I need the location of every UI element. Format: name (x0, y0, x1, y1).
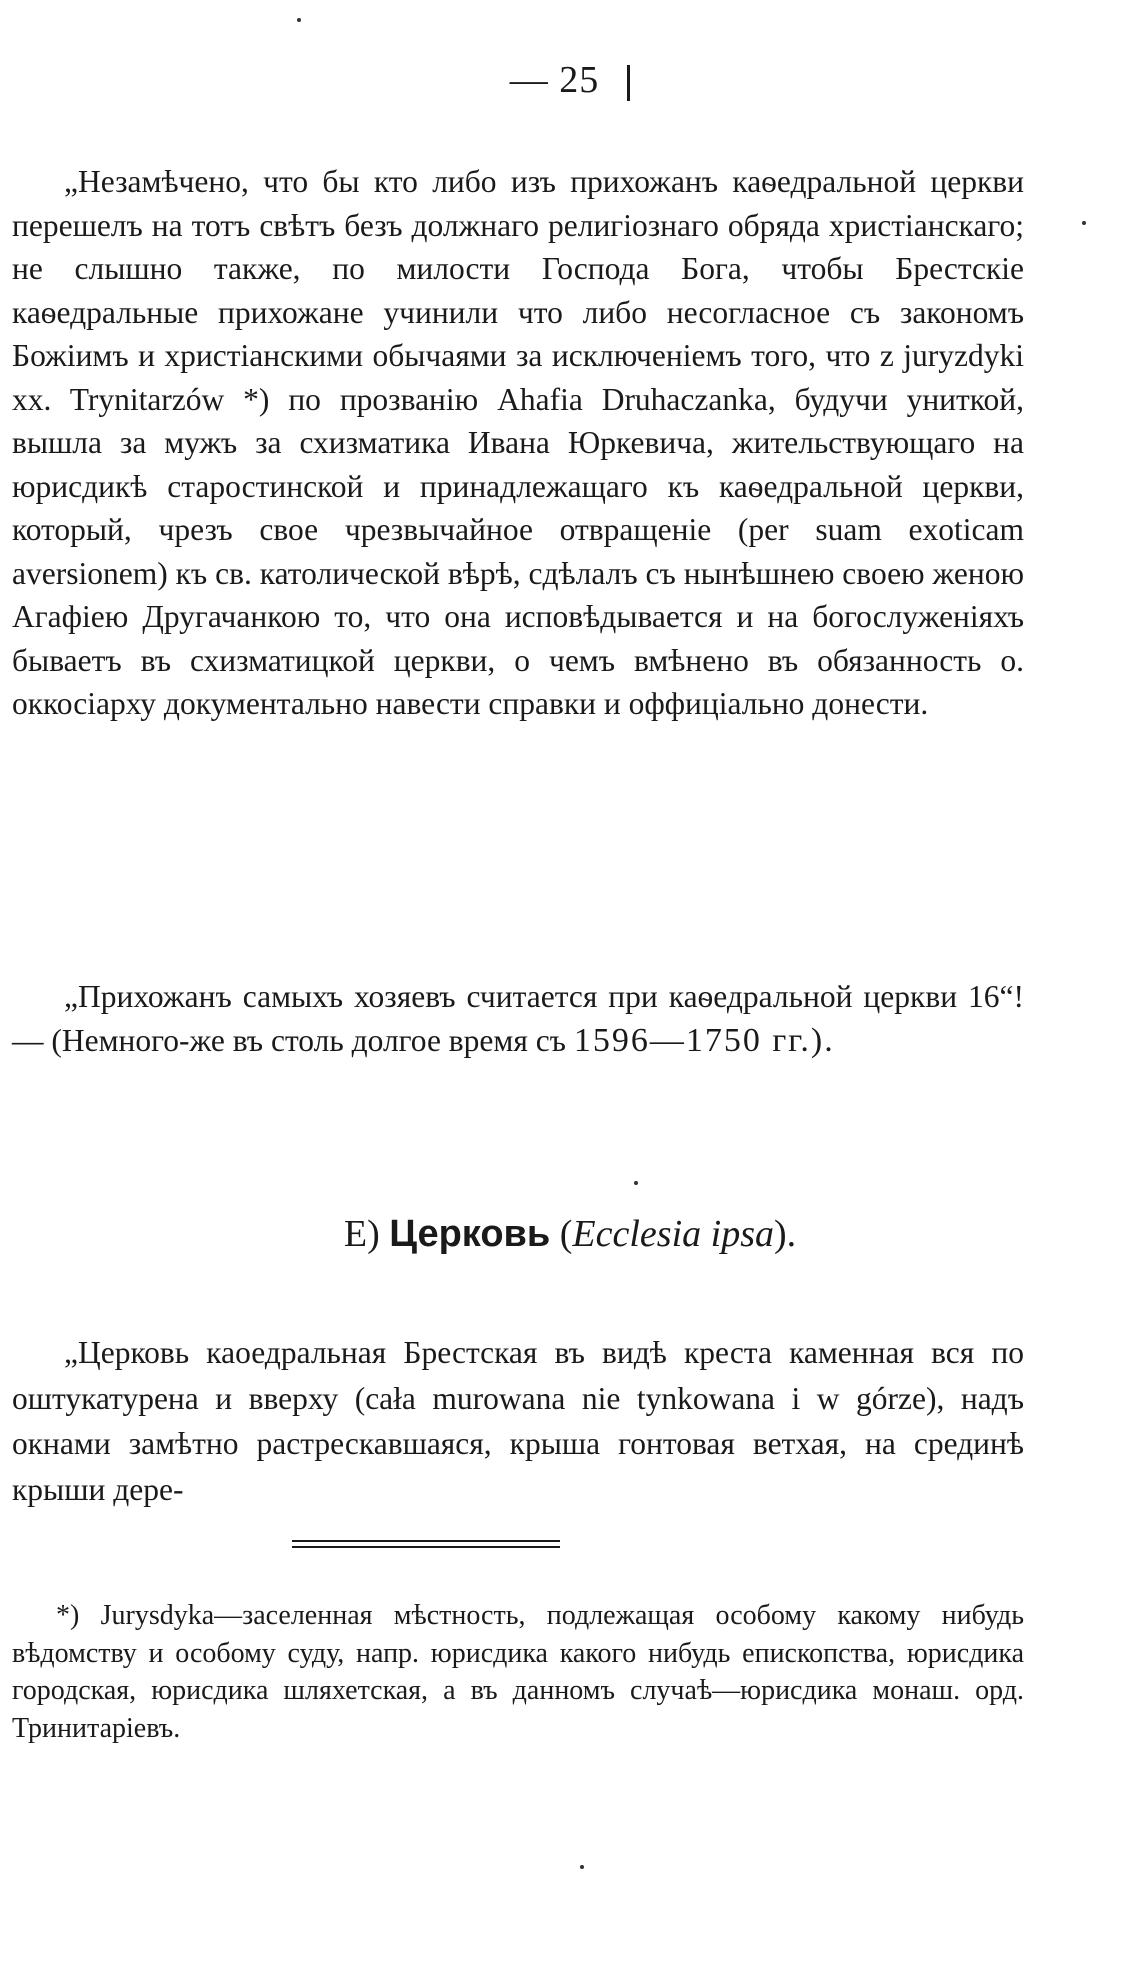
section-paragraph (12, 1330, 1024, 1512)
body-paragraph-2-text (12, 975, 1024, 1062)
page-edge-mark (627, 65, 630, 101)
print-speck (297, 18, 301, 22)
section-heading-paren-close: ). (773, 1213, 797, 1255)
section-heading-paren-open: ( (559, 1213, 573, 1255)
footnote-divider-top (292, 1540, 560, 1542)
page-number (0, 58, 1140, 102)
page-number-text: — 25 (509, 59, 600, 101)
section-heading (0, 1212, 1140, 1256)
body-paragraph-1-text: „Незамѣчено, что бы кто либо изъ прихожанъ каѳедральной церкви перешелъ на тотъ свѣтъ безъ должнаго религіознаго обряда христіанскаго; не слышно также, по милости Господа Бога, чтобы Брестскіе каѳедральные прихожане учинили что либо несогласное съ закономъ Божіимъ и христіанскими обычаями за исключеніемъ того, что z juryzdyki xx. Trynitarzów *) по прозванію Ahafia Druhaczanka, будучи униткой, вышла за мужъ за схизматика Ивана Юркевича, жительствующаго на юрисдикѣ старостинской и принадлежащаго къ каѳедральной церкви, который, чрезъ свое чрезвычайное отвращеніе (per suam exoticam aversionem) къ св. католической вѣрѣ, сдѣлалъ съ нынѣшнею своею женою Агафіею Другачанкою то, что она исповѣдывается и на богослуженіяхъ бываетъ въ схизматицкой церкви, о чемъ вмѣнено въ обязанность о. оккосіарху документально навести справки и оффиціально донести. (12, 164, 1024, 721)
section-heading-title: Церковь (389, 1213, 551, 1255)
footnote-text: *) Jurysdyka—заселенная мѣстность, подлежащая особому какому нибудь вѣдомству и особому суду, напр. юрисдика какого нибудь епископства, юрисдика городская, юрисдика шляхетская, а въ данномъ случаѣ—юрисдика монаш. орд. Тринитаріевъ. (12, 1600, 1024, 1744)
body-paragraph-2 (12, 975, 1024, 1062)
section-paragraph-text: „Церковь каоедральная Брестская въ видѣ креста каменная вся по оштукатурена и вверху (cała murowana nie tynkowana i w górze), надъ окнами замѣтно растрескавшаяся, крыша гонтовая ветхая, на срединѣ крыши дере- (12, 1335, 1024, 1507)
section-heading-latin: Ecclesia ipsa (572, 1213, 774, 1255)
print-speck (1082, 221, 1086, 225)
section-heading-prefix: E) (343, 1213, 380, 1255)
footnote (12, 1597, 1024, 1747)
print-speck (634, 1181, 638, 1185)
body-paragraph-2-main: „Прихожанъ самыхъ хозяевъ считается при каѳедральной церкви 16“! — (Немного-же въ столь долгое время съ (12, 979, 1024, 1058)
print-speck (580, 1865, 584, 1869)
body-paragraph-2-dates: 1596—1750 гг.). (573, 1021, 835, 1059)
footnote-divider-bottom (292, 1546, 560, 1548)
body-paragraph-1 (12, 160, 1024, 726)
